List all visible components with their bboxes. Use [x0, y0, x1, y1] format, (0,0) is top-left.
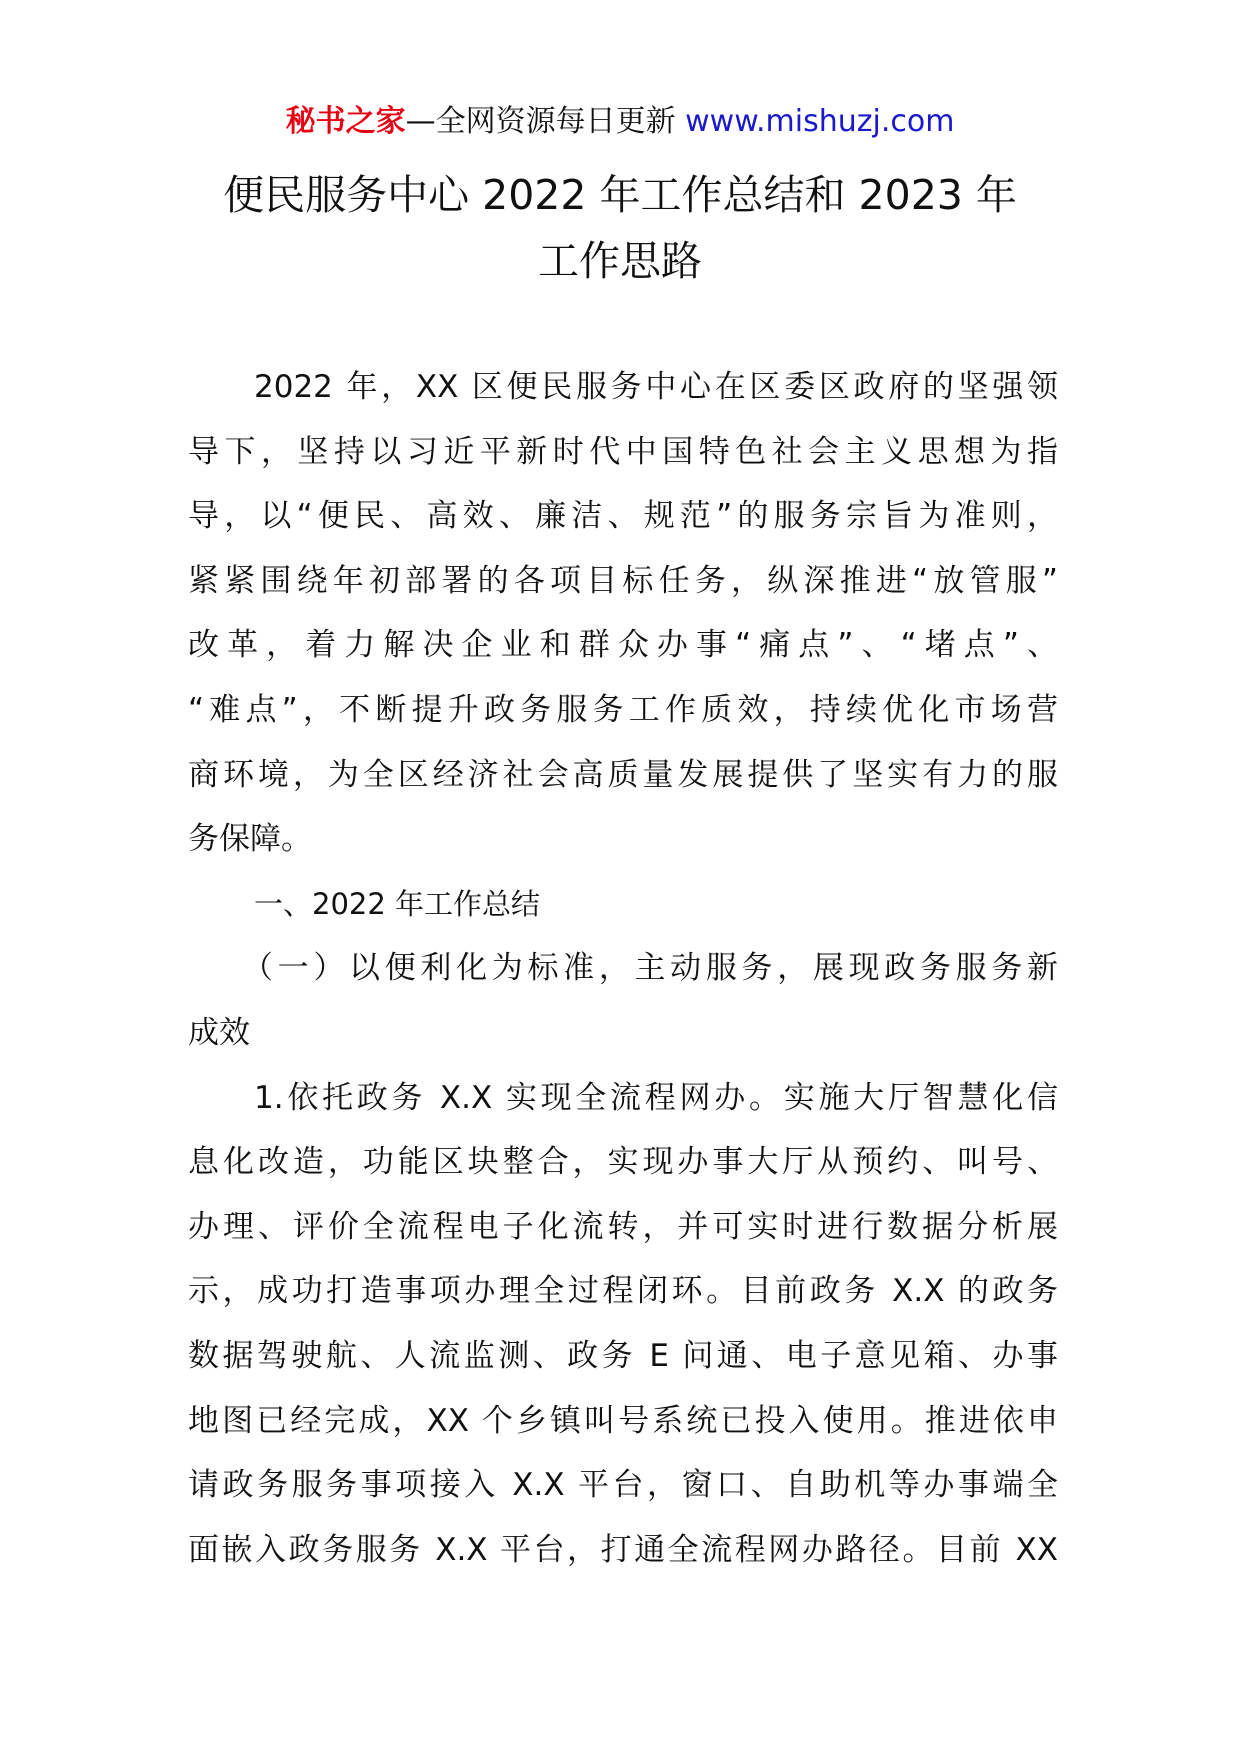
brand-name: 秘书之家: [285, 104, 406, 139]
body-line: 办理、评价全流程电子化流转，并可实时进行数据分析展: [188, 1208, 1058, 1245]
body-line: 示，成功打造事项办理全过程闭环。目前政务 X.X 的政务: [188, 1273, 1058, 1310]
section-heading: 一、2022 年工作总结: [254, 886, 541, 921]
body-line: 改革，着力解决企业和群众办事“痛点”、“堵点”、: [188, 627, 1058, 664]
title-line-2: 工作思路: [538, 237, 702, 285]
site-header: [0, 100, 1240, 144]
title-line-1: 便民服务中心 2022 年工作总结和 2023 年: [223, 171, 1017, 219]
header-slogan: —全网资源每日更新: [405, 104, 686, 139]
body-line: 面嵌入政务服务 X.X 平台，打通全流程网办路径。目前 XX: [188, 1531, 1058, 1568]
site-url-link[interactable]: www.mishuzj.com: [685, 104, 955, 139]
body-line: 数据驾驶航、人流监测、政务 E 问通、电子意见箱、办事: [188, 1337, 1058, 1374]
body-line: 1.依托政务 X.X 实现全流程网办。实施大厅智慧化信: [254, 1079, 1058, 1116]
document-body: [188, 355, 1058, 1582]
body-line: 导下，坚持以习近平新时代中国特色社会主义思想为指: [188, 433, 1058, 470]
body-line: 地图已经完成，XX 个乡镇叫号系统已投入使用。推进依申: [188, 1402, 1058, 1439]
body-line: “难点”，不断提升政务服务工作质效，持续优化市场营: [188, 691, 1058, 728]
subsection-heading: （一）以便利化为标准，主动服务，展现政务服务新: [242, 950, 1058, 987]
body-line: 请政务服务事项接入 X.X 平台，窗口、自助机等办事端全: [188, 1467, 1058, 1504]
body-line: 导，以“便民、高效、廉洁、规范”的服务宗旨为准则，: [188, 498, 1058, 535]
body-line: 商环境，为全区经济社会高质量发展提供了坚实有力的服: [188, 756, 1058, 793]
body-line: 紧紧围绕年初部署的各项目标任务，纵深推进“放管服”: [188, 562, 1058, 599]
document-title: [160, 162, 1080, 294]
body-line: 2022 年，XX 区便民服务中心在区委区政府的坚强领: [254, 369, 1058, 405]
body-line: 息化改造，功能区块整合，实现办事大厅从预约、叫号、: [188, 1144, 1058, 1181]
body-line: 务保障。: [188, 821, 312, 858]
body-line: 成效: [188, 1014, 250, 1051]
